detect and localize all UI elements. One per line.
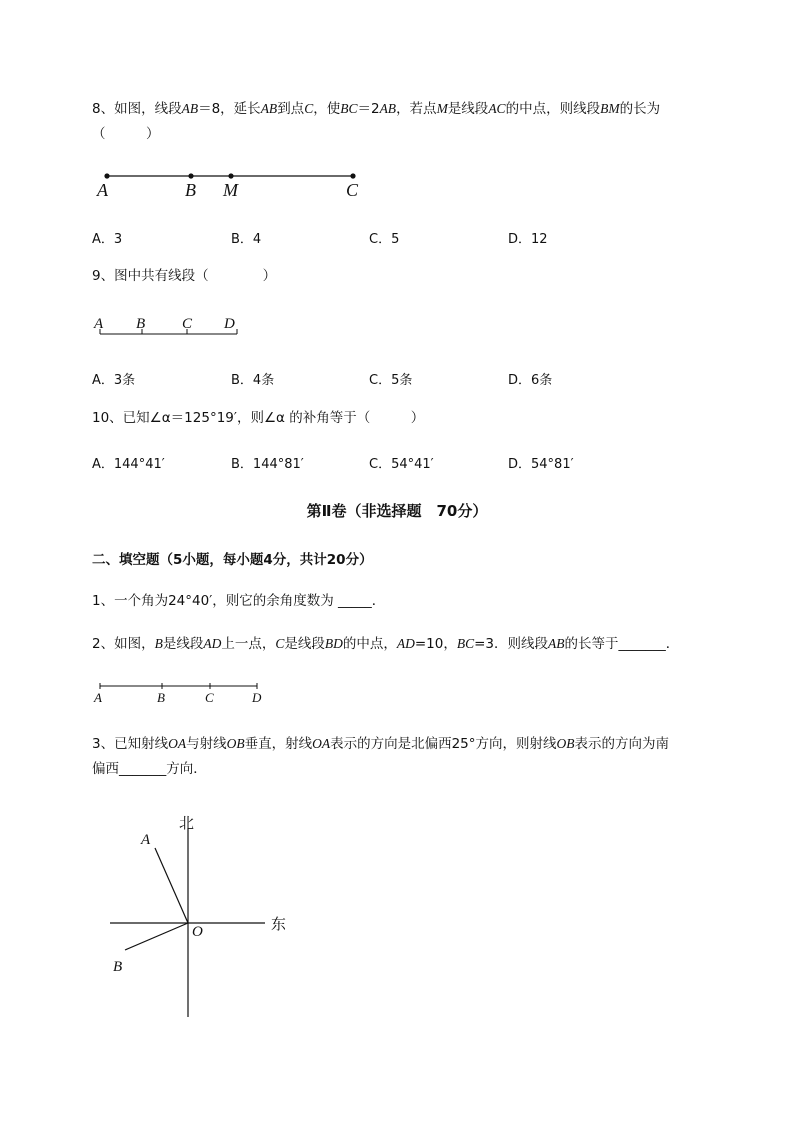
q8-label-m: M: [223, 180, 238, 200]
fill-q3-ray-oa: [155, 848, 188, 923]
part2-title: 第Ⅱ卷（非选择题 70分）: [306, 502, 488, 520]
fill-q3-label-o: O: [192, 924, 203, 940]
q8-option-a[interactable]: A．3: [92, 232, 123, 247]
q9-figure: [92, 312, 252, 342]
q8-point-a: [104, 173, 109, 178]
q10-option-c[interactable]: C．54°41′: [369, 457, 434, 472]
q8-label-a: A: [97, 180, 108, 200]
q9-label-b: B: [136, 316, 146, 332]
q8-number: 8、: [92, 101, 115, 117]
fill-q3-label-a: A: [141, 832, 151, 848]
q9-label-c: C: [182, 316, 193, 332]
q9-label-d: D: [224, 316, 235, 332]
fill-q3-ray-ob: [125, 923, 188, 950]
fill-q3-label-b: B: [113, 959, 123, 975]
fill-q3-label-east: 东: [271, 915, 287, 933]
q10-option-d[interactable]: D．54°81′: [508, 457, 574, 472]
q8-point-m: [228, 173, 233, 178]
q8-stem: 8、如图，线段AB＝8，延长AB到点C，使BC＝2AB，若点M是线段AC的中点，则线段BM的长为: [92, 101, 661, 117]
q10-stem: 10、已知∠α＝125°19′，则∠α 的补角等于（ ）: [92, 410, 425, 426]
fill-q2-label-b: B: [157, 690, 165, 705]
fill-q2-stem: 2、如图，B是线段AD上一点，C是线段BD的中点，AD=10，BC=3．则线段AB的长等于_______．: [92, 636, 680, 652]
fill-q3-stem: 3、已知射线OA与射线OB垂直，射线OA表示的方向是北偏西25°方向，则射线OB表示的方向为南: [92, 736, 670, 752]
q8-label-b: B: [185, 180, 196, 200]
q8-label-c: C: [346, 180, 359, 200]
q10-option-a[interactable]: A．144°41′: [92, 457, 165, 472]
q8-option-c[interactable]: C．5: [369, 232, 400, 247]
q9-stem: 9、图中共有线段（ ）: [92, 268, 277, 284]
fill-q2-figure: [92, 680, 272, 708]
q9-label-a: A: [94, 316, 104, 332]
fill-q1: 1、一个角为24°40′，则它的余角度数为 _____．: [92, 593, 386, 609]
q8-figure: [95, 166, 375, 202]
q10-option-b[interactable]: B．144°81′: [231, 457, 304, 472]
q8-answer-paren: （ ）: [92, 126, 160, 142]
q9-option-c[interactable]: C．5条: [369, 373, 413, 388]
q9-option-a[interactable]: A．3条: [92, 373, 136, 388]
fill-q2-label-a: A: [94, 690, 102, 705]
fill-q2-label-d: D: [252, 690, 262, 705]
fill-heading: 二、填空题（5小题，每小题4分，共计20分）: [92, 552, 373, 568]
fill-q3-line2: 偏西_______方向．: [92, 761, 207, 777]
q8-option-b[interactable]: B．4: [231, 232, 262, 247]
q8-point-c: [350, 173, 355, 178]
fill-q3-label-north: 北: [179, 814, 195, 832]
q9-option-b[interactable]: B．4条: [231, 373, 275, 388]
q8-option-d[interactable]: D．12: [508, 232, 548, 247]
fill-q3-figure: [105, 810, 305, 1025]
q8-point-b: [188, 173, 193, 178]
fill-q2-label-c: C: [205, 690, 214, 705]
q9-option-d[interactable]: D．6条: [508, 373, 553, 388]
